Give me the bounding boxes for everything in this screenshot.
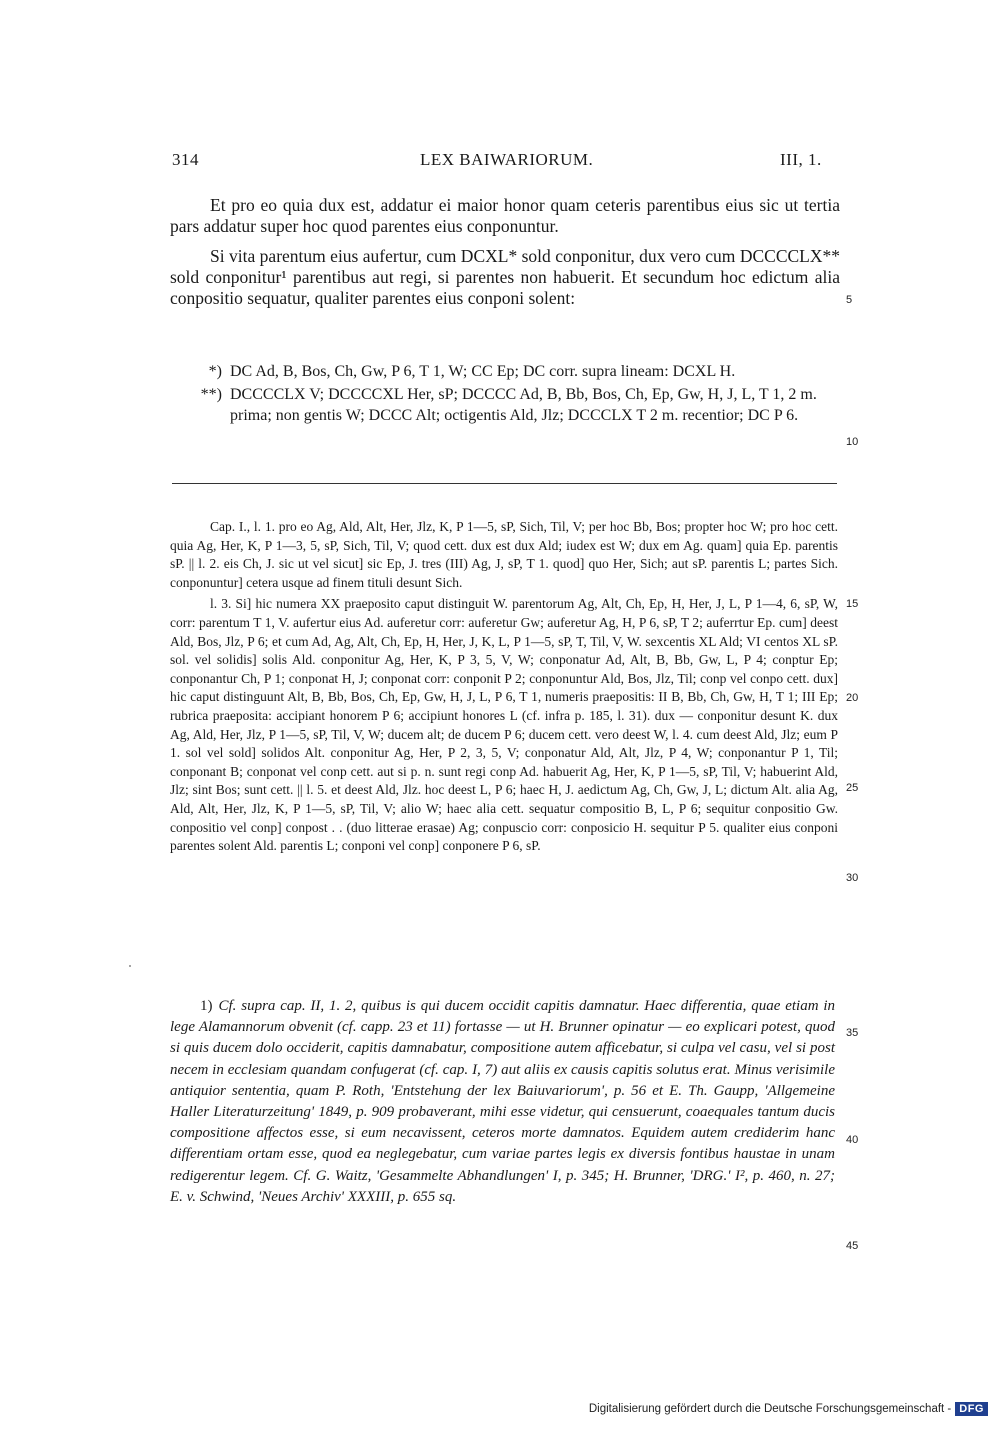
line-number: 35 xyxy=(846,1027,859,1039)
line-number: 20 xyxy=(846,692,859,704)
line-number: 5 xyxy=(846,294,853,306)
body-paragraph: Et pro eo quia dux est, addatur ei maior honor quam ceteris parentibus eius sic ut tertia pars addatur super hoc quod parentes eius conponuntur. xyxy=(170,195,840,236)
separator-rule xyxy=(172,483,837,484)
scan-speck xyxy=(129,965,131,967)
variant-note xyxy=(196,361,846,382)
line-number: 30 xyxy=(846,872,859,884)
footnote-text: Cf. supra cap. II, 1. 2, quibus is qui ducem occidit capitis damnatur. Haec differentia, quae etiam in lege Alamannorum obvenit (cf. capp. 23 et 11) fortasse — ut H. Brunner opinatur — eo explicari potest, quod si quis ducem dolo occiderit, capitis damnabatur, compositione autem afficebatur, si culpa vel casu, vel si post necem in ecclesiam quandam confugerat (cf. cap. I, 7) aut aliis ex causis capitis solutus erat. Minus verisimile antiquior sententia, quam P. Roth, 'Entstehung der lex Baiuvariorum', p. 56 et E. Th. Gaupp, 'Allgemeine Haller Literaturzeitung' 1849, p. 909 probaverant, mihi esse videtur, qui censuerunt, coaequales tantum ducis compositione affectos esse, si eum necavissent, ceteros morte damnatos. Equidem autem crediderim hanc differentiam ortam esse, quod ea neglegebatur, cum variae partes legis ex diversis fontibus haustae in unam redigerentur legem. Cf. G. Waitz, 'Gesammelte Abhandlungen' I, p. 345; H. Brunner, 'DRG.' I², p. 460, n. 27; E. v. Schwind, 'Neues Archiv' XXXIII, p. 655 sq. xyxy=(170,998,835,1205)
note-marker: *) xyxy=(208,363,222,380)
section-reference: III, 1. xyxy=(780,150,822,169)
body-paragraph: Si vita parentum eius aufertur, cum DCXL* sold conponitur, dux vero cum DCCCCLX** sold conponitur¹ parentibus aut regi, si parentes non habuerit. Et secundum hoc edictum alia conpositio sequatur, qualiter parentes eius conponi solent: xyxy=(170,246,840,308)
main-text xyxy=(170,195,840,309)
line-number: 45 xyxy=(846,1240,859,1252)
dfg-logo: DFG xyxy=(955,1402,988,1416)
page-number: 314 xyxy=(172,150,199,169)
variant-note xyxy=(196,384,846,426)
line-number: 10 xyxy=(846,436,859,448)
note-text: DC Ad, B, Bos, Ch, Gw, P 6, T 1, W; CC Ep; DC corr. supra lineam: DCXL H. xyxy=(230,363,736,380)
line-number: 40 xyxy=(846,1134,859,1146)
footnote-number: 1) xyxy=(200,998,213,1014)
line-number: 25 xyxy=(846,782,859,794)
note-marker: **) xyxy=(200,386,222,403)
critical-apparatus xyxy=(170,518,838,856)
footnote xyxy=(170,996,835,1208)
running-title: LEX BAIWARIORUM. xyxy=(420,150,594,169)
apparatus-paragraph: l. 3. Si] hic numera XX praeposito caput distinguit W. parentorum Ag, Alt, Ch, Ep, H, Her, J, L, P 1—4, 6, sP, W, corr: parentum T 1, V. aufertur eius Ad. auferetur corr: auferetur Gw; auferetur Ag, H, P 6, sP, T 2; auferrtur Ep. cum] deest Ald, Bos, Jlz, P 6; et cum Ad, Ag, Alt, Ch, Ep, H, Her, J, K, L, P 1—5, sP, T, Til, V, W. sexcentis XL Ald; VI centos XL sP. sol. vel solidis] solis Ald. conponitur Ag, Her, K, P 3, 5, V, W; conponatur Ad, Alt, B, Bb, Gw, L, P 4; conptur Ep; conponantur Ch, P 1; conponat H, J; conponat corr: conponit P 2; conponuntur Ald, Bos, Jlz, Til; conp vel conpo cett. dux] hic caput distinguunt Alt, B, Bb, Bos, Ch, Ep, Gw, H, J, L, P 6, T 1, numeris praepositis: II B, Bb, Ch, Gw, H, T 1; III Ep; rubrica praeposita: accipiant honorem P 6; accipiunt honores L (cf. infra p. 185, l. 31). dux — conponitur desunt K. dux Ag, Ald, Her, Jlz, P 1—5, sP, Til, V, W; ducem alt; de ducem P 6; ducem cett. vero deest W, l. 4. cum deest Ald, Jlz; eum P 1. sol vel sold] solidos Alt. conponitur Ag, Her, P 2, 3, 5, V; conponatur Ald, Alt, Jlz, P 4, W; conponantur P 1, Til; conponant B; conponat vel conp cett. aut si p. n. sunt regi conp Ad. habuerit Ag, Her, K, P 1—5, sP, Til, V; habuerint Ald, Jlz; sint Bos; sunt cett. || l. 5. et deest Ald, Jlz. hoc deest L, P 6; haec H, J. aedictum Ag, Ch, Gw, J, L; dictum Alt. alia Ag, Ald, Alt, Her, Jlz, K, P 1—5, sP, Til, V; alio W; haec alia cett. sequatur compositio B, L, P 6; sequitur conpositio Gw. conpositio vel conp] conpost . . (duo litterae erasae) Ag; conpuscio corr: conposicio H. sequitur P 5. qualiter eius conponi parentes solent Ald. parentis L; conponi vel conp] conponere P 6, sP. xyxy=(170,596,838,854)
note-text: DCCCCLX V; DCCCCXL Her, sP; DCCCC Ad, B, Bb, Bos, Ch, Ep, Gw, H, J, L, T 1, 2 m. prima; non gentis W; DCCC Alt; octigentis Ald, Jlz; DCCCLX T 2 m. recentior; DC P 6. xyxy=(230,386,817,424)
credit-text: Digitalisierung gefördert durch die Deutsche Forschungsgemeinschaft - xyxy=(588,1403,952,1415)
line-number: 15 xyxy=(846,598,859,610)
apparatus-paragraph: Cap. I., l. 1. pro eo Ag, Ald, Alt, Her, Jlz, K, P 1—5, sP, Sich, Til, V; per hoc Bb, Bos; propter hoc W; pro hoc cett. quia Ag, Her, K, P 1—3, 5, sP, Sich, Til, V; quod cett. dux est dux Ald; iudex est W; dux em Ag. quam] quia Ep. parentis sP. || l. 2. eis Ch, J. sic ut vel sicut] sic Ep, J. tres (III) Ag, J, sP, T 1. quod] quo Her, Sich; aut sP. parentis L; partes Sich. conponuntur] cetera usque ad finem tituli desunt Sich. xyxy=(170,519,838,590)
digitization-credit xyxy=(589,1402,988,1416)
